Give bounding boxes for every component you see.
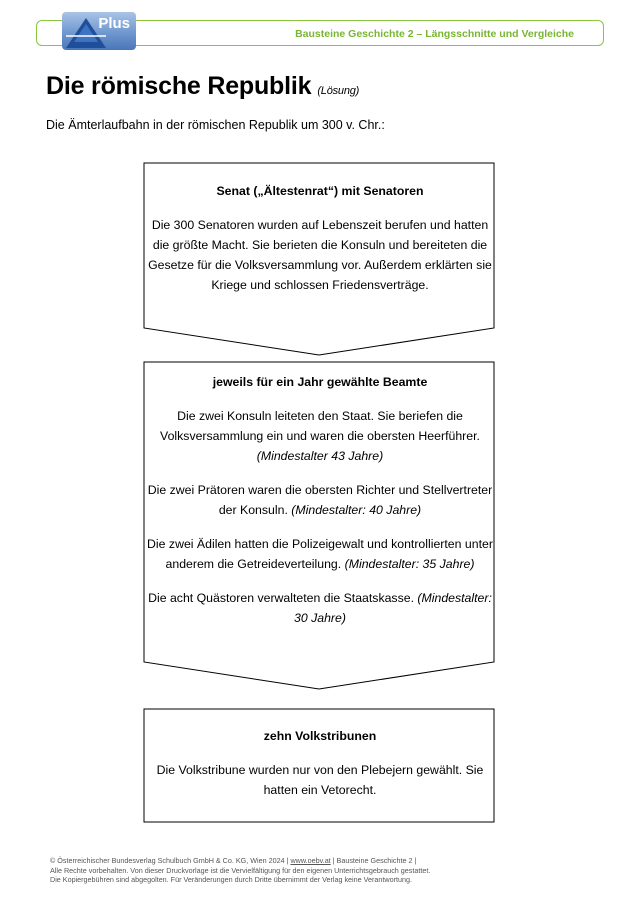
intro-text: Die Ämterlaufbahn in der römischen Republik um 300 v. Chr.: (46, 118, 385, 132)
beamte-heading: jeweils für ein Jahr gewählte Beamte (212, 375, 428, 389)
aedilen-age: (Mindestalter: 35 Jahre) (344, 557, 475, 571)
footer (50, 856, 590, 885)
senat-text: Die 300 Senatoren wurden auf Lebenszeit berufen und hatten die größte Macht. Sie berieten die Konsuln und bereiteten die Gesetze für die Volksversammlung vor. Außerdem erklärten sie Kriege und schlossen Friedensverträge. (148, 218, 492, 292)
series-title: Bausteine Geschichte 2 – Längsschnitte und Vergleiche (295, 28, 574, 40)
praetoren-age: (Mindestalter: 40 Jahre) (291, 503, 422, 517)
logo-label: Plus (98, 15, 130, 32)
footer-book: | Bausteine Geschichte 2 | (332, 856, 417, 865)
konsuln-age: (Mindestalter 43 Jahre) (256, 449, 384, 463)
volkstribunen-text: Die Volkstribune wurden nur von den Plebejern gewählt. Sie hatten ein Vetorecht. (156, 763, 484, 797)
footer-copyright: © Österreichischer Bundesverlag Schulbuch GmbH & Co. KG, Wien 2024 | (50, 856, 289, 865)
volkstribunen-heading: zehn Volkstribunen (263, 729, 377, 743)
footer-line-2: Alle Rechte vorbehalten. Von dieser Druckvorlage ist die Vervielfältigung für den eigenen Unterrichtsgebrauch gestattet. (50, 865, 431, 875)
konsuln-text: Die zwei Konsuln leiteten den Staat. Sie beriefen die Volksversammlung ein und waren die obersten Heerführer. (160, 409, 480, 443)
quaestoren-text: Die acht Quästoren verwalteten die Staatskasse. (148, 591, 414, 605)
footer-line-1 (50, 856, 590, 866)
senat-heading: Senat („Ältestenrat“) mit Senatoren (216, 184, 424, 198)
aedilen-text: Die zwei Ädilen hatten die Polizeigewalt und kontrollierten unter anderem die Getreideverteilung. (147, 537, 493, 571)
konsuln-paragraph (146, 406, 494, 466)
title-main: Die römische Republik (46, 72, 312, 100)
senat-content (146, 181, 494, 309)
quaestoren-age: (Mindestalter: 30 Jahre) (294, 591, 492, 625)
volkstribunen-content (146, 726, 494, 814)
quaestoren-paragraph (146, 588, 494, 628)
footer-link[interactable]: www.oebv.at (290, 856, 331, 865)
praetoren-text: Die zwei Prätoren waren die obersten Richter und Stellvertreter der Konsuln. (147, 483, 493, 517)
aedilen-paragraph (146, 534, 494, 574)
title-sub: (Lösung) (317, 85, 360, 97)
praetoren-paragraph (146, 480, 494, 520)
footer-line-3: Die Kopiergebühren sind abgegolten. Für Veränderungen durch Dritte übernimmt der Verlag keine Verantwortung. (50, 875, 412, 885)
beamte-content (146, 372, 494, 642)
